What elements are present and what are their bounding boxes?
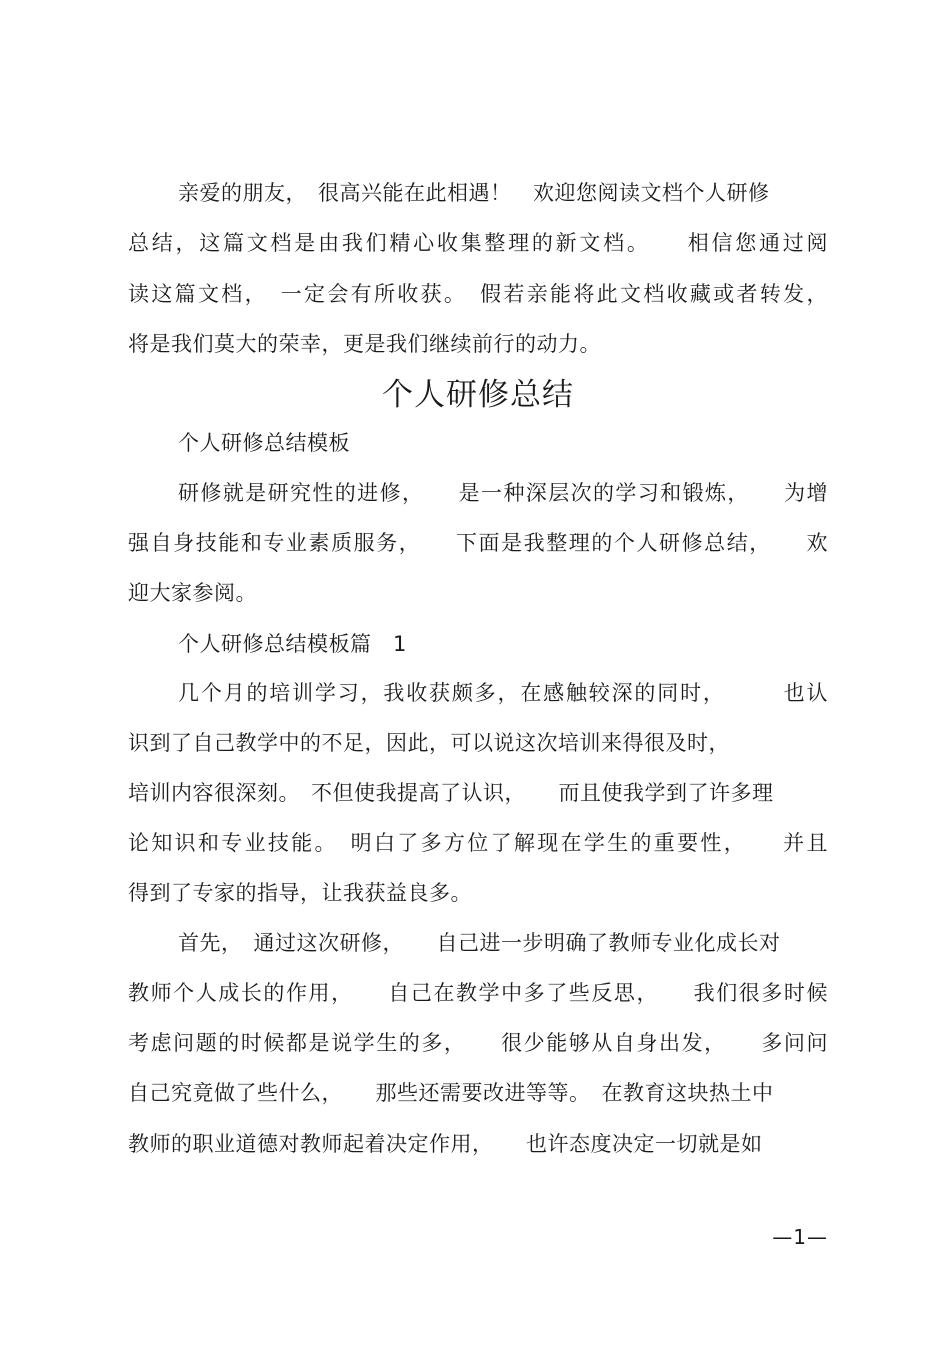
para2-line-4: 论知识和专业技能。 明白了多方位了解现在学生的重要性， 并且 [128,831,828,855]
para2-line-2: 识到了自己教学中的不足，因此，可以说这次培训来得很及时， [128,731,730,755]
section-heading: 个人研修总结模板篇 1 [178,632,407,656]
intro-line-2: 总结，这篇文档是由我们精心收集整理的新文档。 相信您通过阅 [128,231,828,255]
para3-line-3: 考虑问题的时候都是说学生的多， 很少能够从自身出发， 多问问 [128,1031,828,1055]
intro-line-1: 亲爱的朋友， 很高兴能在此相遇！ 欢迎您阅读文档个人研修 [178,181,770,205]
document-subtitle: 个人研修总结模板 [178,431,350,455]
para3-line-5: 教师的职业道德对教师起着决定作用， 也许态度决定一切就是如 [128,1132,763,1156]
document-title: 个人研修总结 [382,377,574,413]
para1-line-2: 强自身技能和专业素质服务， 下面是我整理的个人研修总结， 欢 [128,531,828,555]
intro-line-3: 读这篇文档， 一定会有所收获。 假若亲能将此文档收藏或者转发， [128,282,828,306]
para3-line-1: 首先， 通过这次研修， 自己进一步明确了教师专业化成长对 [178,931,781,955]
para3-line-2: 教师个人成长的作用， 自己在教学中多了些反思， 我们很多时候 [128,981,828,1005]
para2-line-3: 培训内容很深刻。 不但使我提高了认识， 而且使我学到了许多理 [128,781,774,805]
para2-line-5: 得到了专家的指导，让我获益良多。 [128,881,472,905]
intro-line-4: 将是我们莫大的荣幸，更是我们继续前行的动力。 [128,332,601,356]
page-number: —1— [772,1225,828,1249]
para2-line-1: 几个月的培训学习，我收获颇多，在感触较深的同时， 也认 [178,681,828,705]
para1-line-1: 研修就是研究性的进修， 是一种深层次的学习和锻炼， 为增 [178,481,828,505]
para1-line-3: 迎大家参阅。 [128,581,257,605]
para3-line-4: 自己究竟做了些什么， 那些还需要改进等等。 在教育这块热土中 [128,1081,774,1105]
